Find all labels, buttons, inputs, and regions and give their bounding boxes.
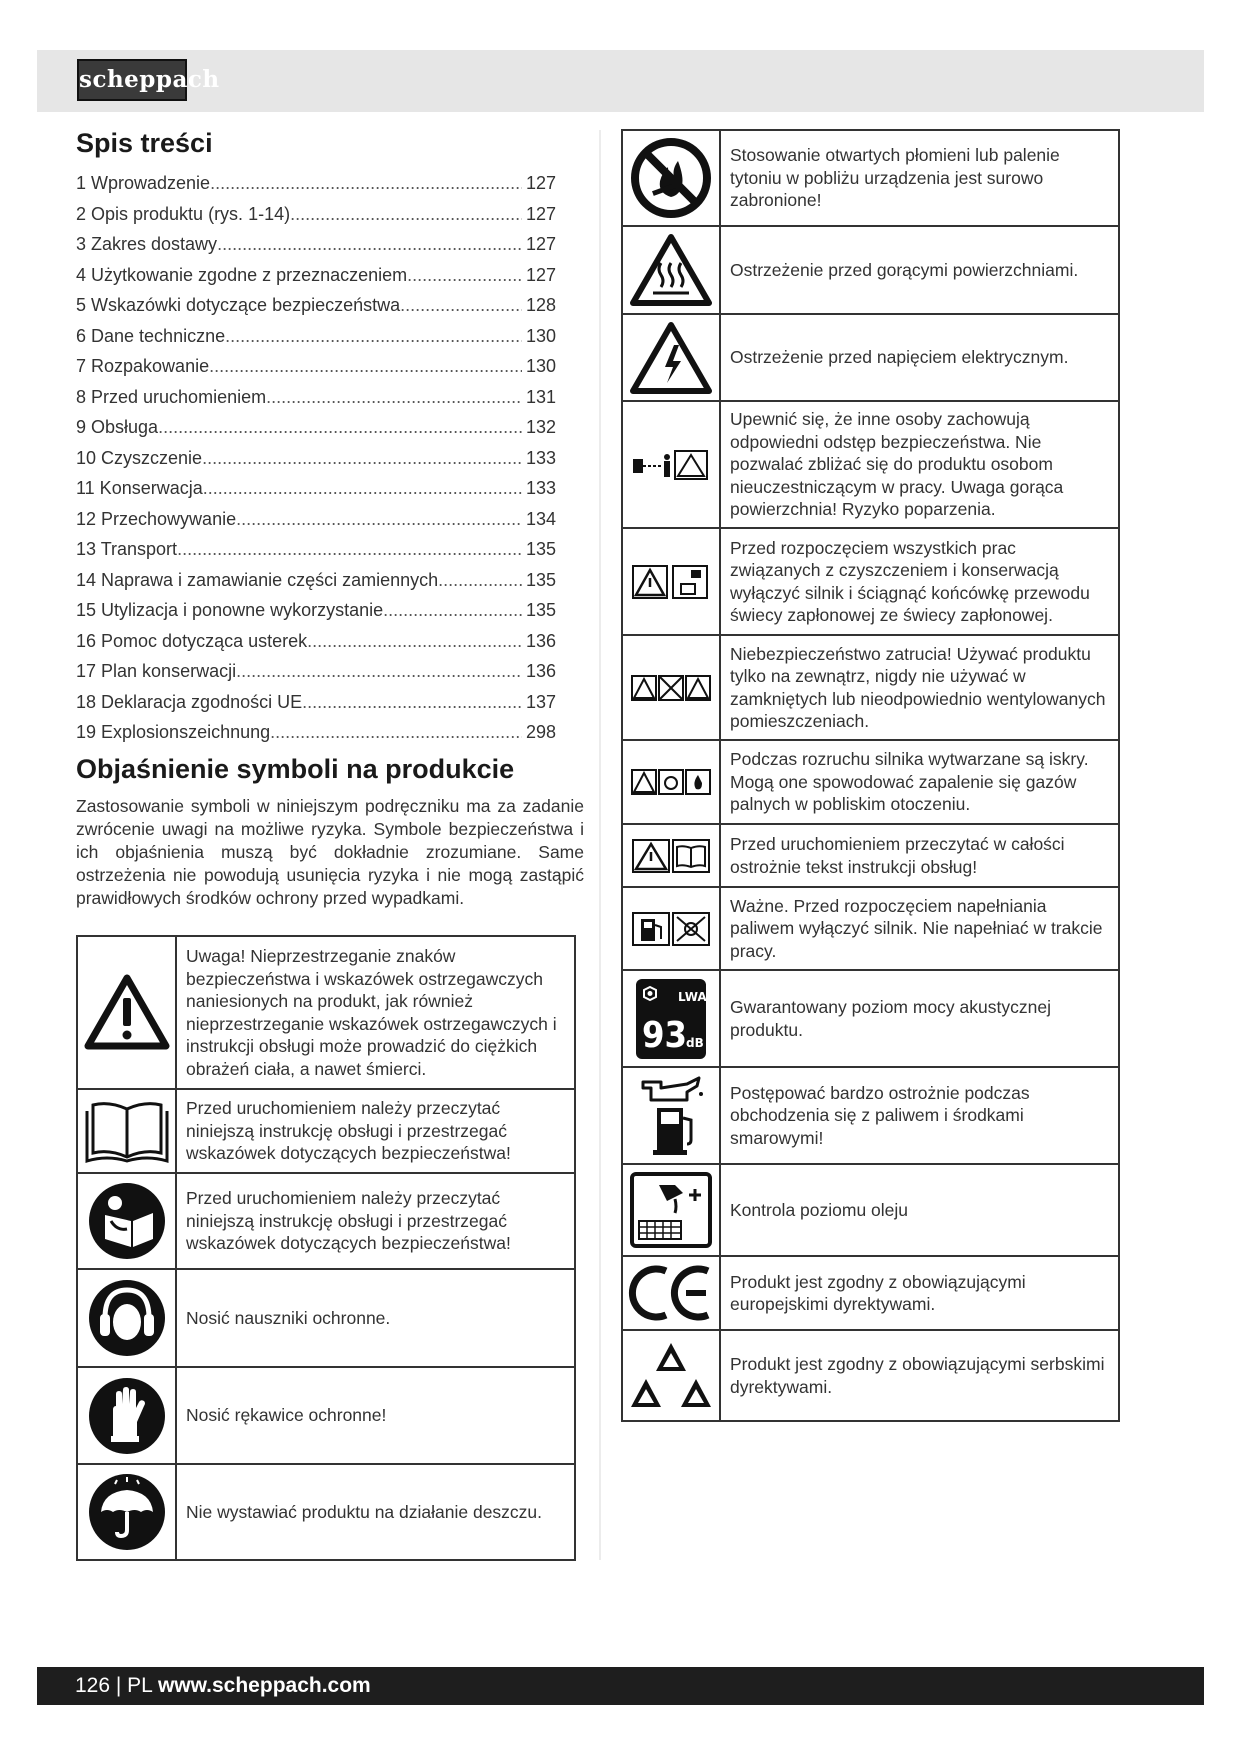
symbol-description: Nosić rękawice ochronne!: [176, 1367, 575, 1464]
symbol-icon-cell: [622, 887, 720, 970]
symbol-row: [622, 740, 1119, 824]
symbol-icon-cell: [77, 1089, 176, 1173]
toc-entry[interactable]: [76, 717, 556, 748]
symbol-row: [77, 1089, 575, 1173]
symbol-row: [77, 1367, 575, 1464]
toc-entry-page: 135: [525, 569, 556, 590]
footer-page-number: 126: [75, 1674, 111, 1697]
open-book-icon: [83, 1097, 171, 1165]
symbol-description: Stosowanie otwartych płomieni lub palenie tytoniu w pobliżu urządzenia jest surowo zabronione!: [720, 130, 1119, 226]
symbol-description: Produkt jest zgodny z obowiązującymi serbskimi dyrektywami.: [720, 1330, 1119, 1421]
sound-power-unit: dB: [686, 1035, 704, 1050]
ear-protection-icon: [87, 1278, 167, 1358]
toc-entry-page: 133: [525, 478, 556, 498]
symbol-icon-cell: [77, 1173, 176, 1269]
symbol-description: Uwaga! Nieprzestrzeganie znaków bezpieczeństwa i wskazówek ostrzegawczych naniesionych na produkt, jak również nieprzestrzeganie wskazówek ostrzegawczych i instrukcji obsługi może prowadzić do ciężkich obrażeń ciała, a nawet śmierci.: [176, 936, 575, 1089]
toc-entry-page: 127: [525, 203, 556, 224]
toc-entry[interactable]: [76, 168, 556, 199]
symbol-icon-cell: [622, 1067, 720, 1164]
toc-entry-page: 298: [525, 722, 556, 742]
symbol-icon-cell: [77, 1464, 176, 1560]
toc-entry-page: 132: [525, 417, 556, 437]
toc-entry[interactable]: [76, 290, 556, 321]
column-divider: [599, 130, 601, 1560]
symbol-icon-cell: [622, 1330, 720, 1421]
symbol-description: Postępować bardzo ostrożnie podczas obchodzenia się z paliwem i środkami smarowymi!: [720, 1067, 1119, 1164]
toc-entry[interactable]: [76, 199, 556, 230]
symbol-description: Produkt jest zgodny z obowiązującymi europejskimi dyrektywami.: [720, 1256, 1119, 1330]
toc-entry[interactable]: [76, 321, 556, 352]
symbol-description: Ważne. Przed rozpoczęciem napełniania paliwem wyłączyć silnik. Nie napełniać w trakcie pracy.: [720, 887, 1119, 970]
sound-power-icon: [634, 977, 708, 1061]
symbol-description: Ostrzeżenie przed gorącymi powierzchniami.: [720, 226, 1119, 314]
toc-entry-page: 137: [525, 691, 556, 712]
toc-entry-text: 16 Pomoc dotycząca usterek: [76, 630, 308, 651]
umbrella-icon: [87, 1472, 167, 1552]
toc-entry[interactable]: [76, 229, 556, 260]
toc-entry-page: 130: [525, 356, 556, 376]
symbol-row: [622, 887, 1119, 970]
toc-entry-text: 19 Explosionszeichnung: [76, 722, 271, 742]
toc-entry-text: 5 Wskazówki dotyczące bezpieczeństwa: [76, 295, 401, 315]
toc-entry-page: 127: [525, 173, 556, 193]
symbol-icon-cell: [622, 1164, 720, 1256]
symbol-row: [622, 1330, 1119, 1421]
toc-entry-text: 18 Deklaracja zgodności UE: [76, 691, 303, 712]
symbol-description: Upewnić się, że inne osoby zachowują odpowiedni odstęp bezpieczeństwa. Nie pozwalać zbliżać się do produktu osobom nieuczestniczącym w pracy. Uwaga gorąca powierzchnia! Ryzyko poparzenia.: [720, 401, 1119, 528]
symbol-row: [622, 401, 1119, 528]
toc-entry[interactable]: [76, 687, 556, 718]
toc-entry-page: 134: [525, 508, 556, 529]
toc-entry-text: 7 Rozpakowanie: [76, 356, 210, 376]
ce-mark-icon: [628, 1261, 714, 1325]
symbol-row: [622, 314, 1119, 401]
toc-entry[interactable]: [76, 260, 556, 291]
toc-entry[interactable]: [76, 412, 556, 443]
toc-entry-page: 136: [525, 630, 556, 651]
safety-distance-icon: [631, 445, 711, 485]
page-header: [37, 50, 1204, 112]
scheppach-logo: scheppach: [77, 59, 187, 101]
right-symbols-table: [621, 129, 1120, 1422]
toc-entry-page: 135: [525, 600, 556, 620]
symbol-description: Przed rozpoczęciem wszystkich prac związanych z czyszczeniem i konserwacją wyłączyć silnik i ściągnąć końcówkę przewodu świecy zapłonowej ze świecy zapłonowej.: [720, 528, 1119, 635]
toc-entry[interactable]: [76, 656, 556, 687]
toc-entry-page: 133: [525, 447, 556, 468]
sound-power-value: 93: [642, 1014, 688, 1056]
toc-entry-text: 8 Przed uruchomieniem: [76, 386, 267, 407]
symbol-icon-cell: [622, 226, 720, 314]
symbol-icon-cell: [622, 528, 720, 635]
symbol-icon-cell: [622, 740, 720, 824]
symbols-section-title: Objaśnienie symboli na produkcie: [76, 754, 515, 784]
symbol-description: Niebezpieczeństwo zatrucia! Używać produktu tylko na zewnątrz, nigdy nie używać w zamkniętych lub nieodpowiednio wentylowanych pomieszczeniach.: [720, 635, 1119, 740]
symbol-row: [622, 130, 1119, 226]
toc-entry[interactable]: [76, 351, 556, 382]
symbol-description: Nosić nauszniki ochronne.: [176, 1269, 575, 1367]
symbol-description: Podczas rozruchu silnika wytwarzane są iskry. Mogą one spowodować zapalenie się gazów palnych w pobliskim otoczeniu.: [720, 740, 1119, 824]
toc-entry-page: 135: [525, 539, 556, 559]
symbol-row: [622, 528, 1119, 635]
toc-entry-text: 1 Wprowadzenie: [76, 173, 211, 193]
symbol-icon-cell: [622, 401, 720, 528]
toc-entry[interactable]: [76, 382, 556, 413]
symbol-description: Przed uruchomieniem należy przeczytać niniejszą instrukcję obsługi i przestrzegać wskazówek dotyczących bezpieczeństwa!: [176, 1089, 575, 1173]
toc-title: Spis treści: [76, 128, 213, 158]
toc-entry-text: 9 Obsługa: [76, 417, 159, 437]
symbols-intro-paragraph: Zastosowanie symboli w niniejszym podręczniku ma za zadanie zwrócenie uwagi na możliwe ryzyka. Symbole bezpieczeństwa i ich objaśnienia muszą być dokładnie zrozumiane. Same ostrzeżenia nie powodują usunięcia ryzyka i nie mogą zastąpić prawidłowych środków ochrony przed wypadkami.: [76, 796, 584, 908]
toc-entry-text: 4 Użytkowanie zgodne z przeznaczeniem: [76, 264, 408, 285]
toc-entry-text: 6 Dane techniczne: [76, 325, 226, 346]
symbol-icon-cell: [622, 1256, 720, 1330]
oil-level-icon: [629, 1171, 713, 1249]
toc-entry-text: 17 Plan konserwacji: [76, 661, 237, 681]
toc-entry-page: 136: [525, 661, 556, 681]
symbol-icon-cell: [622, 314, 720, 401]
symbol-row: [622, 1067, 1119, 1164]
toc-entry-text: 2 Opis produktu (rys. 1-14): [76, 203, 291, 224]
toc-entry[interactable]: [76, 626, 556, 657]
ignition-gas-icon: [630, 767, 712, 797]
spark-plug-icon: [631, 562, 711, 602]
symbol-icon-cell: [622, 635, 720, 740]
read-manual-icon: [87, 1181, 167, 1261]
footer-website-link[interactable]: www.scheppach.com: [157, 1674, 371, 1697]
toc-entry-text: 14 Naprawa i zamawianie części zamiennych: [76, 569, 439, 590]
footer-language: PL: [127, 1674, 153, 1697]
toc-entry[interactable]: [76, 565, 556, 596]
warning-book-icon: [631, 836, 711, 876]
no-open-flame-icon: [630, 137, 712, 219]
fuel-engine-off-icon: [631, 909, 711, 949]
symbol-row: [77, 936, 575, 1089]
symbol-icon-cell: [622, 130, 720, 226]
symbol-description: Kontrola poziomu oleju: [720, 1164, 1119, 1256]
toc-entry-text: 3 Zakres dostawy: [76, 234, 218, 254]
toc-entry-text: 12 Przechowywanie: [76, 508, 237, 529]
toc-entry[interactable]: [76, 504, 556, 535]
fuel-oil-icon: [631, 1074, 711, 1158]
electric-voltage-icon: [629, 321, 713, 395]
poisoning-icon: [630, 673, 712, 703]
symbol-description: Przed uruchomieniem przeczytać w całości ostrożnie tekst instrukcji obsług!: [720, 824, 1119, 887]
toc-entry-page: 131: [525, 386, 556, 407]
symbol-row: [77, 1173, 575, 1269]
toc-entry-text: 15 Utylizacja i ponowne wykorzystanie: [76, 600, 384, 620]
general-warning-icon: [84, 974, 170, 1052]
symbol-icon-cell: [77, 936, 176, 1089]
toc-entry-page: 128: [525, 295, 556, 315]
toc-entry-page: 127: [525, 234, 556, 254]
page-footer: 126 | PL www.scheppach.com: [37, 1667, 1204, 1705]
symbol-row: [622, 635, 1119, 740]
toc-entry-page: 127: [525, 264, 556, 285]
symbol-description: Ostrzeżenie przed napięciem elektrycznym.: [720, 314, 1119, 401]
toc-entry-text: 11 Konserwacja: [76, 478, 203, 498]
symbol-row: [622, 1256, 1119, 1330]
toc-entry[interactable]: [76, 595, 556, 626]
serbian-conformity-icon: [628, 1339, 714, 1413]
toc-entry-page: 130: [525, 325, 556, 346]
toc-entry[interactable]: [76, 443, 556, 474]
symbol-icon-cell: [622, 970, 720, 1067]
symbol-row: [77, 1269, 575, 1367]
symbol-description: Gwarantowany poziom mocy akustycznej produktu.: [720, 970, 1119, 1067]
toc-entry-text: 13 Transport: [76, 539, 178, 559]
sound-power-label: LWA: [678, 989, 707, 1004]
symbol-row: [622, 1164, 1119, 1256]
symbol-row: [77, 1464, 575, 1560]
symbol-row: [622, 226, 1119, 314]
symbol-row: [622, 970, 1119, 1067]
left-symbols-table: [76, 935, 576, 1561]
toc-entry[interactable]: [76, 473, 556, 504]
symbol-description: Przed uruchomieniem należy przeczytać niniejszą instrukcję obsługi i przestrzegać wskazówek dotyczących bezpieczeństwa!: [176, 1173, 575, 1269]
symbol-row: [622, 824, 1119, 887]
toc-entry[interactable]: [76, 534, 556, 565]
symbol-icon-cell: [77, 1367, 176, 1464]
symbol-icon-cell: [622, 824, 720, 887]
toc-entry-text: 10 Czyszczenie: [76, 447, 203, 468]
table-of-contents: [76, 168, 556, 748]
symbol-description: Nie wystawiać produktu na działanie deszczu.: [176, 1464, 575, 1560]
symbol-icon-cell: [77, 1269, 176, 1367]
gloves-icon: [87, 1376, 167, 1456]
hot-surface-icon: [629, 233, 713, 307]
